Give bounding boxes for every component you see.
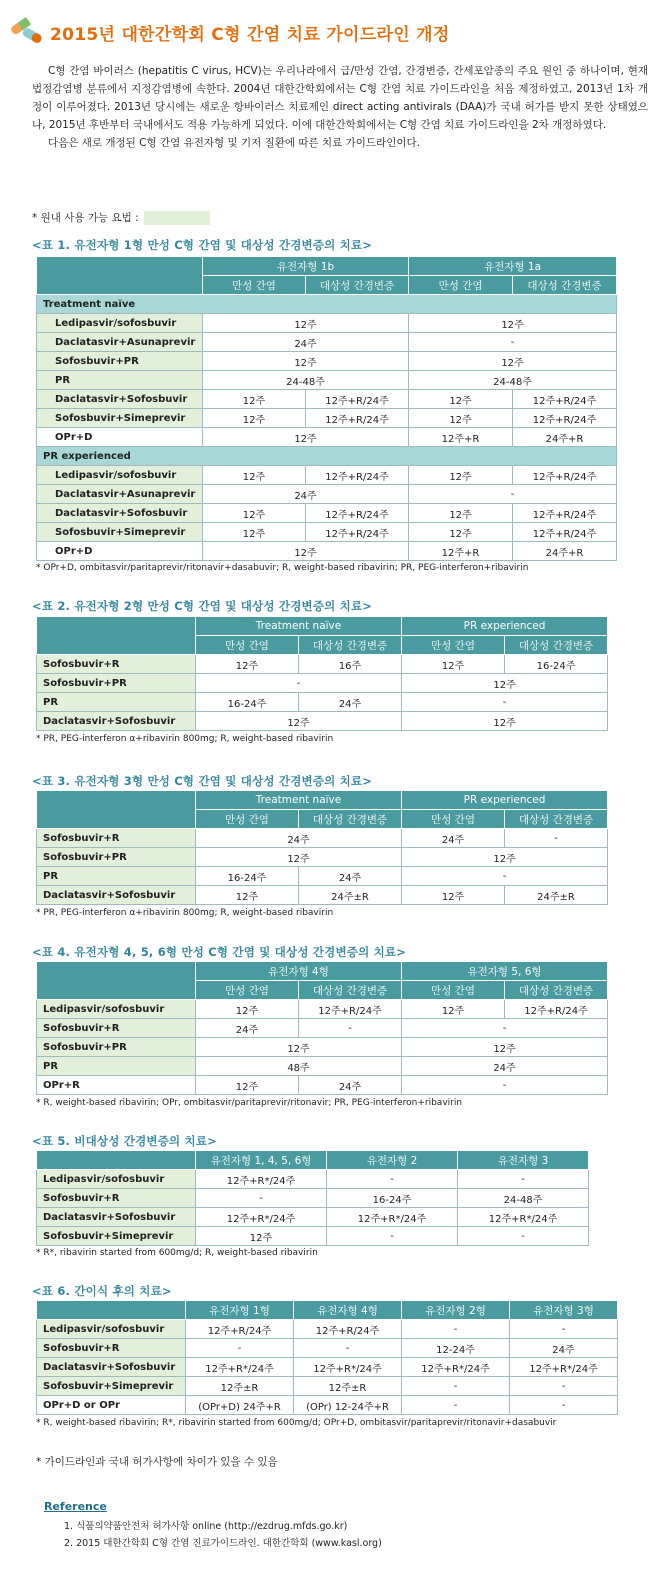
value-cell: 12주 <box>402 848 608 867</box>
value-cell: 16-24주 <box>505 655 608 674</box>
drug-cell: PR <box>37 371 203 390</box>
value-cell: 12주 <box>196 1076 299 1095</box>
reference-item: 1. 식품의약품안전처 허가사항 online (http://ezdrug.mfds.go.kr) <box>64 1521 348 1532</box>
value-cell: 12주 <box>409 314 617 333</box>
value-cell: 24-48주 <box>458 1189 589 1208</box>
value-cell: 12주+R/24주 <box>306 409 409 428</box>
value-cell: 16-24주 <box>196 693 299 712</box>
value-cell: 12주+R/24주 <box>513 409 617 428</box>
table6-caption: <표 6. 간이식 후의 치료> <box>32 1284 172 1298</box>
value-cell: 12주±R <box>186 1377 294 1396</box>
table-row <box>37 693 608 712</box>
value-cell: 24주 <box>299 867 402 886</box>
table5-caption: <표 5. 비대상성 간경변증의 치료> <box>32 1134 217 1148</box>
value-cell: 12주+R/24주 <box>505 1000 608 1019</box>
value-cell: 16-24주 <box>327 1189 458 1208</box>
table-row <box>37 409 617 428</box>
table-corner <box>37 1301 186 1320</box>
table-row <box>37 1038 608 1057</box>
value-cell: - <box>402 1377 510 1396</box>
value-cell: 24주 <box>299 1076 402 1095</box>
drug-cell: Daclatasvir+Asunaprevir <box>37 333 203 352</box>
column-header: 유전자형 3형 <box>510 1301 618 1320</box>
value-cell: 12주+R*/24주 <box>196 1208 327 1227</box>
table-row <box>37 1189 589 1208</box>
sub-header: 대상성 간경변증 <box>299 636 402 655</box>
drug-cell: Sofosbuvir+R <box>37 655 196 674</box>
column-header: 유전자형 2형 <box>402 1301 510 1320</box>
value-cell: 12주+R/24주 <box>186 1320 294 1339</box>
value-cell: 12주+R*/24주 <box>186 1358 294 1377</box>
column-header: 유전자형 2 <box>327 1151 458 1170</box>
drug-cell: Daclatasvir+Sofosbuvir <box>37 886 196 905</box>
value-cell: 12주 <box>196 848 402 867</box>
drug-cell: OPr+R <box>37 1076 196 1095</box>
value-cell: 12주+R/24주 <box>306 504 409 523</box>
value-cell: - <box>327 1170 458 1189</box>
table-corner <box>37 791 196 829</box>
table-row <box>37 1339 618 1358</box>
table-corner <box>37 962 196 1000</box>
value-cell: 24주 <box>299 693 402 712</box>
drug-cell: Sofosbuvir+PR <box>37 674 196 693</box>
drug-cell: Daclatasvir+Sofosbuvir <box>37 1208 196 1227</box>
value-cell: 12주 <box>402 1038 608 1057</box>
table-row <box>37 314 617 333</box>
value-cell: - <box>402 693 608 712</box>
sub-header: 대상성 간경변증 <box>306 276 409 295</box>
table2-note: * PR, PEG-interferon α+ribavirin 800mg; R, weight-based ribavirin <box>36 734 334 744</box>
sub-header: 만성 간염 <box>196 636 299 655</box>
value-cell: - <box>299 1019 402 1038</box>
drug-cell: PR <box>37 693 196 712</box>
table-row <box>37 371 617 390</box>
drug-cell: Sofosbuvir+Simeprevir <box>37 409 203 428</box>
value-cell: - <box>294 1339 402 1358</box>
value-cell: 12주 <box>402 655 505 674</box>
value-cell: 12주 <box>203 504 306 523</box>
value-cell: 12주 <box>196 655 299 674</box>
value-cell: 12주+R/24주 <box>513 523 617 542</box>
value-cell: 12주+R/24주 <box>294 1320 402 1339</box>
column-header: 유전자형 3 <box>458 1151 589 1170</box>
value-cell: 12주 <box>409 523 513 542</box>
value-cell: - <box>505 829 608 848</box>
sub-header: 대상성 간경변증 <box>505 810 608 829</box>
sub-header: 대상성 간경변증 <box>505 981 608 1000</box>
table-row <box>37 1057 608 1076</box>
table3-note: * PR, PEG-interferon α+ribavirin 800mg; R, weight-based ribavirin <box>36 908 334 918</box>
table-row <box>37 1208 589 1227</box>
table-row <box>37 504 617 523</box>
value-cell: 12주+R*/24주 <box>294 1358 402 1377</box>
table-corner <box>37 1151 196 1170</box>
table-header-row <box>37 257 617 276</box>
table-row <box>37 886 608 905</box>
table6-note: * R, weight-based ribavirin; R*, ribavirin started from 600mg/d; OPr+D, ombitasvir/paritaprevir/ritonavir+dasabuvir <box>36 1418 557 1428</box>
group-header: PR experienced <box>402 791 608 810</box>
table-row <box>37 333 617 352</box>
value-cell: 24주+R <box>513 428 617 447</box>
value-cell: 24주 <box>203 485 409 504</box>
value-cell: 12주 <box>402 674 608 693</box>
table-row <box>37 829 608 848</box>
page-title: 2015년 대한간학회 C형 간염 치료 가이드라인 개정 <box>50 25 450 45</box>
group-header: 유전자형 5, 6형 <box>402 962 608 981</box>
drug-cell: OPr+D <box>37 428 203 447</box>
value-cell: 12주+R*/24주 <box>327 1208 458 1227</box>
value-cell: (OPr+D) 24주+R <box>186 1396 294 1415</box>
value-cell: 24주 <box>402 829 505 848</box>
drug-cell: Daclatasvir+Asunaprevir <box>37 485 203 504</box>
table5 <box>36 1150 589 1246</box>
drug-cell: PR <box>37 867 196 886</box>
table-row <box>37 542 617 561</box>
table-row <box>37 1019 608 1038</box>
value-cell: 24주 <box>203 333 409 352</box>
sub-header: 만성 간염 <box>203 276 306 295</box>
intro-text <box>32 62 648 152</box>
sub-header: 만성 간염 <box>402 981 505 1000</box>
sub-header: 만성 간염 <box>196 981 299 1000</box>
value-cell: 12주 <box>196 1000 299 1019</box>
value-cell: 24주±R <box>299 886 402 905</box>
section-header: Treatment naïve <box>37 295 617 314</box>
drug-cell: Daclatasvir+Sofosbuvir <box>37 1358 186 1377</box>
value-cell: - <box>402 1076 608 1095</box>
value-cell: - <box>510 1320 618 1339</box>
table4-caption: <표 4. 유전자형 4, 5, 6형 만성 C형 간염 및 대상성 간경변증의 치료> <box>32 945 407 959</box>
intro-paragraph-2: 다음은 새로 개정된 C형 간염 유전자형 및 기저 질환에 따른 치료 가이드라인이다. <box>48 137 420 149</box>
group-header: Treatment naïve <box>196 791 402 810</box>
value-cell: - <box>196 674 402 693</box>
value-cell: 48주 <box>196 1057 402 1076</box>
value-cell: 12주 <box>203 314 409 333</box>
table-row <box>37 428 617 447</box>
drug-cell: Sofosbuvir+R <box>37 1339 186 1358</box>
sub-header: 만성 간염 <box>196 810 299 829</box>
table-row <box>37 1320 618 1339</box>
value-cell: 12주+R/24주 <box>513 466 617 485</box>
value-cell: 24주 <box>196 829 402 848</box>
value-cell: 24-48주 <box>203 371 409 390</box>
table1-caption: <표 1. 유전자형 1형 만성 C형 간염 및 대상성 간경변증의 치료> <box>32 238 373 252</box>
value-cell: 12주 <box>203 409 306 428</box>
group-header: 유전자형 1a <box>409 257 617 276</box>
value-cell: 12주 <box>402 712 608 731</box>
table-row <box>37 1227 589 1246</box>
value-cell: 24주±R <box>505 886 608 905</box>
value-cell: 12주+R <box>409 428 513 447</box>
table-row <box>37 523 617 542</box>
drug-cell: Ledipasvir/sofosbuvir <box>37 314 203 333</box>
table-corner <box>37 617 196 655</box>
table1-note: * OPr+D, ombitasvir/paritaprevir/ritonavir+dasabuvir; R, weight-based ribavirin; PR, PEG-interferon+ribavirin <box>36 563 529 573</box>
table-row <box>37 1170 589 1189</box>
table-row <box>37 1358 618 1377</box>
value-cell: 12주+R/24주 <box>513 390 617 409</box>
value-cell: 12주 <box>203 352 409 371</box>
value-cell: - <box>458 1170 589 1189</box>
value-cell: 12주+R*/24주 <box>196 1170 327 1189</box>
value-cell: 12주 <box>196 886 299 905</box>
intro-paragraph-1: C형 간염 바이러스 (hepatitis C virus, HCV)는 우리나라에서 급/만성 간염, 간경변증, 간세포암종의 주요 원인 중 하나이며, 현재 법정감염병 분류에서 지정감염병에 속한다. 2004년 대한간학회에서는 C형 간염 치료 가이드라인을 처음 제정하였고, 2013년 1차 개정이 이루어졌다. 2013년 당시에는 새로운 항바이러스 치료제인 direct acting antivirals (DAA)가 국내 허가를 받지 못한 상태였으나, 2015년 후반부터 국내에서도 적용 가능하게 되었다. 이에 대한간학회에서는 C형 간염 치료 가이드라인을 2차 개정하였다. <box>32 65 648 131</box>
drug-cell: Sofosbuvir+PR <box>37 848 196 867</box>
drug-cell: OPr+D or OPr <box>37 1396 186 1415</box>
title-row <box>8 14 658 48</box>
reference-list <box>64 1518 382 1552</box>
value-cell: - <box>402 1019 608 1038</box>
value-cell: 12-24주 <box>402 1339 510 1358</box>
value-cell: 12주 <box>402 886 505 905</box>
value-cell: (OPr) 12-24주+R <box>294 1396 402 1415</box>
value-cell: 24주 <box>196 1019 299 1038</box>
value-cell: - <box>402 1320 510 1339</box>
table-row <box>37 1377 618 1396</box>
value-cell: 12주 <box>402 1000 505 1019</box>
value-cell: 12주+R/24주 <box>513 504 617 523</box>
table3-caption: <표 3. 유전자형 3형 만성 C형 간염 및 대상성 간경변증의 치료> <box>32 774 373 788</box>
table-row <box>37 1396 618 1415</box>
value-cell: - <box>196 1189 327 1208</box>
value-cell: 24-48주 <box>409 371 617 390</box>
value-cell: 12주+R/24주 <box>306 390 409 409</box>
value-cell: 24주 <box>510 1339 618 1358</box>
sub-header: 대상성 간경변증 <box>513 276 617 295</box>
column-header: 유전자형 1형 <box>186 1301 294 1320</box>
value-cell: - <box>402 1396 510 1415</box>
table2-caption: <표 2. 유전자형 2형 만성 C형 간염 및 대상성 간경변증의 치료> <box>32 599 373 613</box>
drug-cell: PR <box>37 1057 196 1076</box>
available-label: * 원내 사용 가능 요법 : <box>32 212 139 224</box>
table1 <box>36 256 617 561</box>
sub-header: 만성 간염 <box>402 636 505 655</box>
value-cell: 12주 <box>196 712 402 731</box>
value-cell: - <box>327 1227 458 1246</box>
value-cell: 12주+R*/24주 <box>402 1358 510 1377</box>
value-cell: 12주 <box>203 523 306 542</box>
value-cell: 12주 <box>409 466 513 485</box>
drug-cell: Daclatasvir+Sofosbuvir <box>37 504 203 523</box>
value-cell: 12주 <box>203 428 409 447</box>
value-cell: 12주 <box>203 542 409 561</box>
value-cell: 16-24주 <box>196 867 299 886</box>
sub-header: 대상성 간경변증 <box>299 810 402 829</box>
table-row <box>37 867 608 886</box>
table-row <box>37 390 617 409</box>
footer-note: * 가이드라인과 국내 허가사항에 차이가 있을 수 있음 <box>36 1456 278 1468</box>
value-cell: 12주+R/24주 <box>306 523 409 542</box>
value-cell: 12주 <box>409 390 513 409</box>
value-cell: - <box>409 485 617 504</box>
table-row <box>37 655 608 674</box>
value-cell: 12주+R*/24주 <box>458 1208 589 1227</box>
value-cell: - <box>402 867 608 886</box>
table3 <box>36 790 608 905</box>
drug-cell: Sofosbuvir+Simeprevir <box>37 523 203 542</box>
drug-cell: Ledipasvir/sofosbuvir <box>37 1170 196 1189</box>
section-header: PR experienced <box>37 447 617 466</box>
drug-cell: Ledipasvir/sofosbuvir <box>37 1320 186 1339</box>
sub-header: 대상성 간경변증 <box>299 981 402 1000</box>
reference-item: 2. 2015 대한간학회 C형 간염 진료가이드라인. 대한간학회 (www.kasl.org) <box>64 1538 382 1549</box>
drug-cell: Sofosbuvir+Simeprevir <box>37 1227 196 1246</box>
value-cell: 12주+R/24주 <box>306 466 409 485</box>
table4-note: * R, weight-based ribavirin; OPr, ombitasvir/paritaprevir/ritonavir; PR, PEG-interferon+ribavirin <box>36 1098 463 1108</box>
drug-cell: Ledipasvir/sofosbuvir <box>37 466 203 485</box>
group-header: 유전자형 4형 <box>196 962 402 981</box>
drug-cell: Sofosbuvir+R <box>37 1189 196 1208</box>
drug-cell: Ledipasvir/sofosbuvir <box>37 1000 196 1019</box>
value-cell: 12주+R <box>409 542 513 561</box>
drug-cell: Sofosbuvir+PR <box>37 1038 196 1057</box>
pills-icon <box>8 16 44 46</box>
available-legend <box>32 210 210 225</box>
table-row <box>37 674 608 693</box>
table-row <box>37 352 617 371</box>
group-header: 유전자형 1b <box>203 257 409 276</box>
table-row <box>37 466 617 485</box>
value-cell: - <box>186 1339 294 1358</box>
drug-cell: Daclatasvir+Sofosbuvir <box>37 390 203 409</box>
reference-title: Reference <box>44 1500 107 1513</box>
sub-header: 만성 간염 <box>402 810 505 829</box>
value-cell: 12주+R*/24주 <box>510 1358 618 1377</box>
available-swatch <box>144 211 210 225</box>
value-cell: 12주 <box>409 352 617 371</box>
drug-cell: Sofosbuvir+Simeprevir <box>37 1377 186 1396</box>
sub-header: 대상성 간경변증 <box>505 636 608 655</box>
table-row <box>37 485 617 504</box>
drug-cell: Sofosbuvir+R <box>37 829 196 848</box>
table5-note: * R*, ribavirin started from 600mg/d; R, weight-based ribavirin <box>36 1248 318 1258</box>
value-cell: - <box>409 333 617 352</box>
table-corner <box>37 257 203 295</box>
value-cell: 12주 <box>409 409 513 428</box>
table4 <box>36 961 608 1095</box>
sub-header: 만성 간염 <box>409 276 513 295</box>
table-row <box>37 848 608 867</box>
value-cell: - <box>510 1377 618 1396</box>
drug-cell: OPr+D <box>37 542 203 561</box>
value-cell: 24주+R <box>513 542 617 561</box>
table-row <box>37 1000 608 1019</box>
value-cell: 12주 <box>409 504 513 523</box>
group-header: Treatment naïve <box>196 617 402 636</box>
value-cell: 12주 <box>196 1038 402 1057</box>
value-cell: 12주±R <box>294 1377 402 1396</box>
value-cell: - <box>510 1396 618 1415</box>
value-cell: - <box>458 1227 589 1246</box>
column-header: 유전자형 4형 <box>294 1301 402 1320</box>
table2 <box>36 616 608 731</box>
column-header: 유전자형 1, 4, 5, 6형 <box>196 1151 327 1170</box>
value-cell: 24주 <box>402 1057 608 1076</box>
drug-cell: Daclatasvir+Sofosbuvir <box>37 712 196 731</box>
value-cell: 12주 <box>196 1227 327 1246</box>
value-cell: 12주 <box>203 466 306 485</box>
table-row <box>37 1076 608 1095</box>
value-cell: 16주 <box>299 655 402 674</box>
table-row <box>37 712 608 731</box>
value-cell: 12주 <box>203 390 306 409</box>
group-header: PR experienced <box>402 617 608 636</box>
value-cell: 12주+R/24주 <box>299 1000 402 1019</box>
table6 <box>36 1300 618 1415</box>
drug-cell: Sofosbuvir+PR <box>37 352 203 371</box>
drug-cell: Sofosbuvir+R <box>37 1019 196 1038</box>
